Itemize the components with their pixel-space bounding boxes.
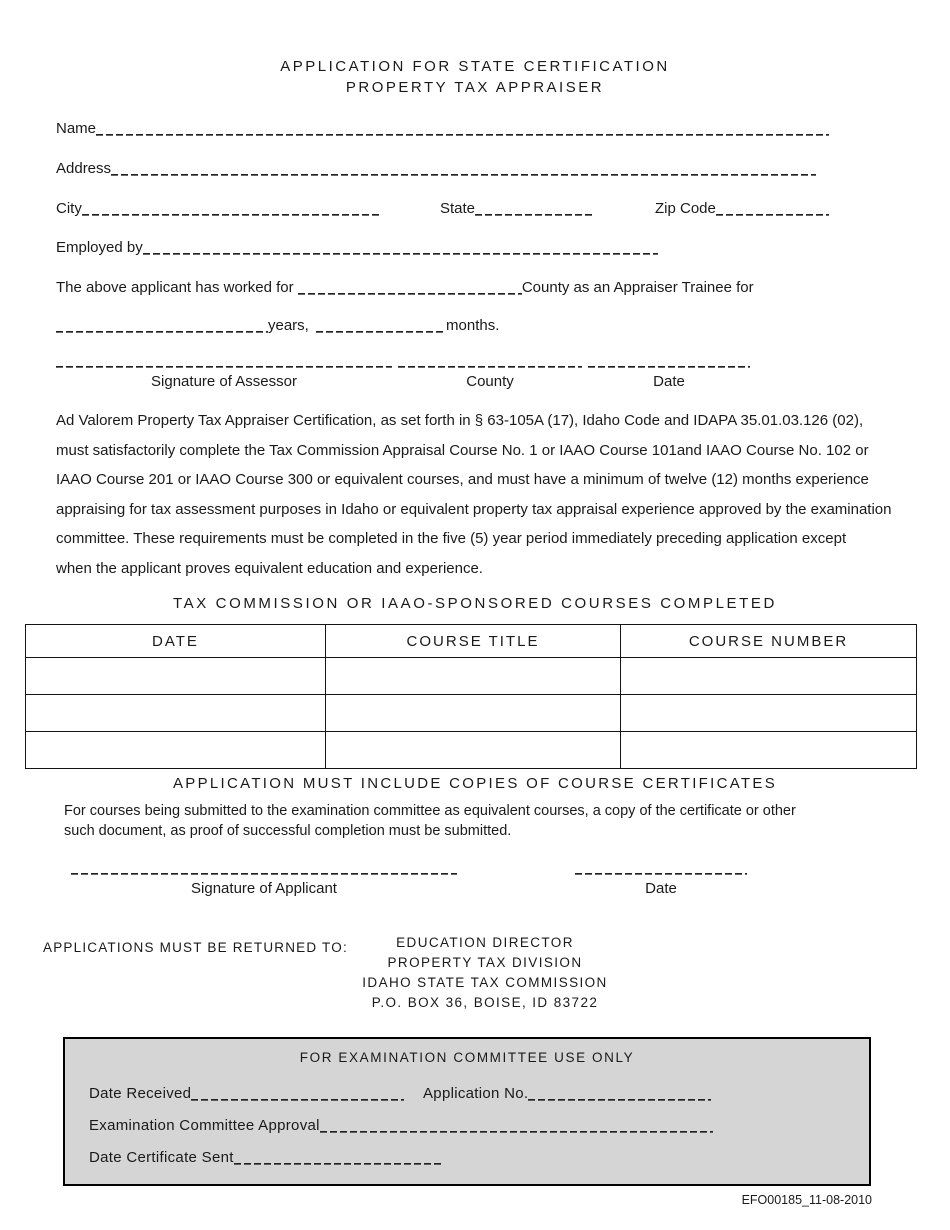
city-label: City bbox=[56, 200, 82, 217]
state-field-line[interactable] bbox=[475, 204, 593, 216]
paragraph-line: when the applicant proves equivalent education and experience. bbox=[56, 559, 483, 577]
return-address-line: IDAHO STATE TAX COMMISSION bbox=[362, 975, 608, 990]
worked-for-suffix: County as an Appraiser Trainee for bbox=[521, 279, 754, 296]
date-received-label: Date Received bbox=[89, 1085, 192, 1102]
certificates-heading: APPLICATION MUST INCLUDE COPIES OF COURSE CERTIFICATES bbox=[173, 775, 777, 792]
applicant-date-col bbox=[575, 863, 747, 897]
assessor-signature-col bbox=[56, 356, 392, 390]
zip-field-line[interactable] bbox=[716, 204, 829, 216]
months-field-line[interactable] bbox=[316, 321, 446, 333]
return-address-line: PROPERTY TAX DIVISION bbox=[387, 955, 583, 970]
employed-by-label: Employed by bbox=[56, 239, 143, 256]
name-row bbox=[56, 120, 829, 137]
certificate-sent-label: Date Certificate Sent bbox=[89, 1149, 234, 1166]
page-title bbox=[0, 56, 950, 98]
return-address-line: P.O. BOX 36, BOISE, ID 83722 bbox=[371, 995, 599, 1010]
return-to-label: APPLICATIONS MUST BE RETURNED TO: bbox=[43, 940, 348, 955]
return-address-block bbox=[330, 933, 640, 1013]
assessor-signature-label: Signature of Assessor bbox=[151, 373, 297, 390]
paragraph-line: committee. These requirements must be completed in the five (5) year period immediately preceding application except bbox=[56, 530, 847, 547]
return-address-line: EDUCATION DIRECTOR bbox=[396, 935, 574, 950]
state-row bbox=[440, 200, 593, 217]
assessor-date-col bbox=[588, 356, 750, 390]
table-row bbox=[26, 658, 917, 695]
application-no-label: Application No. bbox=[423, 1085, 529, 1102]
date-received-line[interactable] bbox=[191, 1089, 404, 1101]
assessor-county-label: County bbox=[466, 373, 514, 390]
table-cell[interactable] bbox=[621, 658, 917, 695]
form-number: EFO00185_11-08-2010 bbox=[741, 1193, 872, 1207]
table-cell[interactable] bbox=[326, 658, 621, 695]
examination-committee-box bbox=[63, 1037, 871, 1186]
table-cell[interactable] bbox=[621, 732, 917, 769]
name-label: Name bbox=[56, 120, 97, 137]
title-line-1: APPLICATION FOR STATE CERTIFICATION bbox=[280, 58, 670, 75]
column-header-course-title: COURSE TITLE bbox=[326, 625, 621, 658]
note-line: such document, as proof of successful completion must be submitted. bbox=[64, 823, 512, 839]
applicant-signature-col bbox=[71, 863, 457, 897]
employed-by-row bbox=[56, 239, 658, 256]
assessor-date-label: Date bbox=[653, 373, 685, 390]
courses-table bbox=[25, 624, 917, 769]
certificate-sent-row bbox=[89, 1149, 441, 1166]
assessor-county-line[interactable] bbox=[398, 356, 582, 368]
table-row bbox=[26, 695, 917, 732]
table-cell[interactable] bbox=[326, 732, 621, 769]
assessor-signature-line[interactable] bbox=[56, 356, 392, 368]
table-cell[interactable] bbox=[26, 658, 326, 695]
state-label: State bbox=[440, 200, 476, 217]
courses-table-header-row bbox=[26, 625, 917, 658]
paragraph-line: must satisfactorily complete the Tax Commission Appraisal Course No. 1 or IAAO Course 101and IAAO Course No. 102 or bbox=[56, 441, 869, 459]
committee-box-heading: FOR EXAMINATION COMMITTEE USE ONLY bbox=[299, 1050, 635, 1065]
address-label: Address bbox=[56, 160, 112, 177]
address-field-line[interactable] bbox=[111, 164, 816, 176]
applicant-date-line[interactable] bbox=[575, 863, 747, 875]
name-field-line[interactable] bbox=[96, 124, 829, 136]
assessor-county-col bbox=[398, 356, 582, 390]
note-line: For courses being submitted to the examination committee as equivalent courses, a copy of the certificate or other bbox=[64, 803, 796, 819]
zip-row bbox=[655, 200, 829, 217]
paragraph-line: Ad Valorem Property Tax Appraiser Certification, as set forth in § 63-105A (17), Idaho Code and IDAPA 35.01.03.126 (02), bbox=[56, 412, 864, 429]
certification-paragraph bbox=[56, 406, 916, 583]
column-header-date: DATE bbox=[26, 625, 326, 658]
months-label: months. bbox=[446, 317, 500, 334]
table-row bbox=[26, 732, 917, 769]
years-field-line[interactable] bbox=[56, 321, 268, 333]
assessor-date-line[interactable] bbox=[588, 356, 750, 368]
city-row bbox=[56, 200, 382, 217]
applicant-signature-label: Signature of Applicant bbox=[191, 880, 337, 897]
certificate-sent-line[interactable] bbox=[234, 1153, 441, 1165]
worked-for-prefix: The above applicant has worked for bbox=[56, 279, 294, 296]
paragraph-line: IAAO Course 201 or IAAO Course 300 or equivalent courses, and must have a minimum of twelve (12) months experience bbox=[56, 471, 869, 488]
applicant-signature-line[interactable] bbox=[71, 863, 457, 875]
courses-section-heading: TAX COMMISSION OR IAAO-SPONSORED COURSES COMPLETED bbox=[173, 595, 777, 612]
certificates-note bbox=[64, 801, 796, 841]
zip-label: Zip Code bbox=[655, 200, 716, 217]
title-line-2: PROPERTY TAX APPRAISER bbox=[345, 79, 605, 96]
committee-approval-label: Examination Committee Approval bbox=[89, 1117, 320, 1134]
application-no-row bbox=[423, 1085, 711, 1102]
years-months-row bbox=[56, 317, 499, 334]
county-field-line[interactable] bbox=[298, 283, 522, 295]
table-cell[interactable] bbox=[326, 695, 621, 732]
committee-approval-line[interactable] bbox=[320, 1121, 713, 1133]
committee-approval-row bbox=[89, 1117, 713, 1134]
applicant-date-label: Date bbox=[645, 880, 677, 897]
employed-by-field-line[interactable] bbox=[143, 243, 658, 255]
paragraph-line: appraising for tax assessment purposes in Idaho or equivalent property tax appraisal experience approved by the examination bbox=[56, 500, 892, 518]
worked-for-row bbox=[56, 279, 754, 296]
city-field-line[interactable] bbox=[82, 204, 382, 216]
date-received-row bbox=[89, 1085, 404, 1102]
courses-table-body bbox=[26, 658, 917, 769]
column-header-course-number: COURSE NUMBER bbox=[621, 625, 917, 658]
table-cell[interactable] bbox=[621, 695, 917, 732]
table-cell[interactable] bbox=[26, 695, 326, 732]
application-no-line[interactable] bbox=[528, 1089, 711, 1101]
table-cell[interactable] bbox=[26, 732, 326, 769]
address-row bbox=[56, 160, 816, 177]
years-label: years, bbox=[268, 317, 309, 334]
